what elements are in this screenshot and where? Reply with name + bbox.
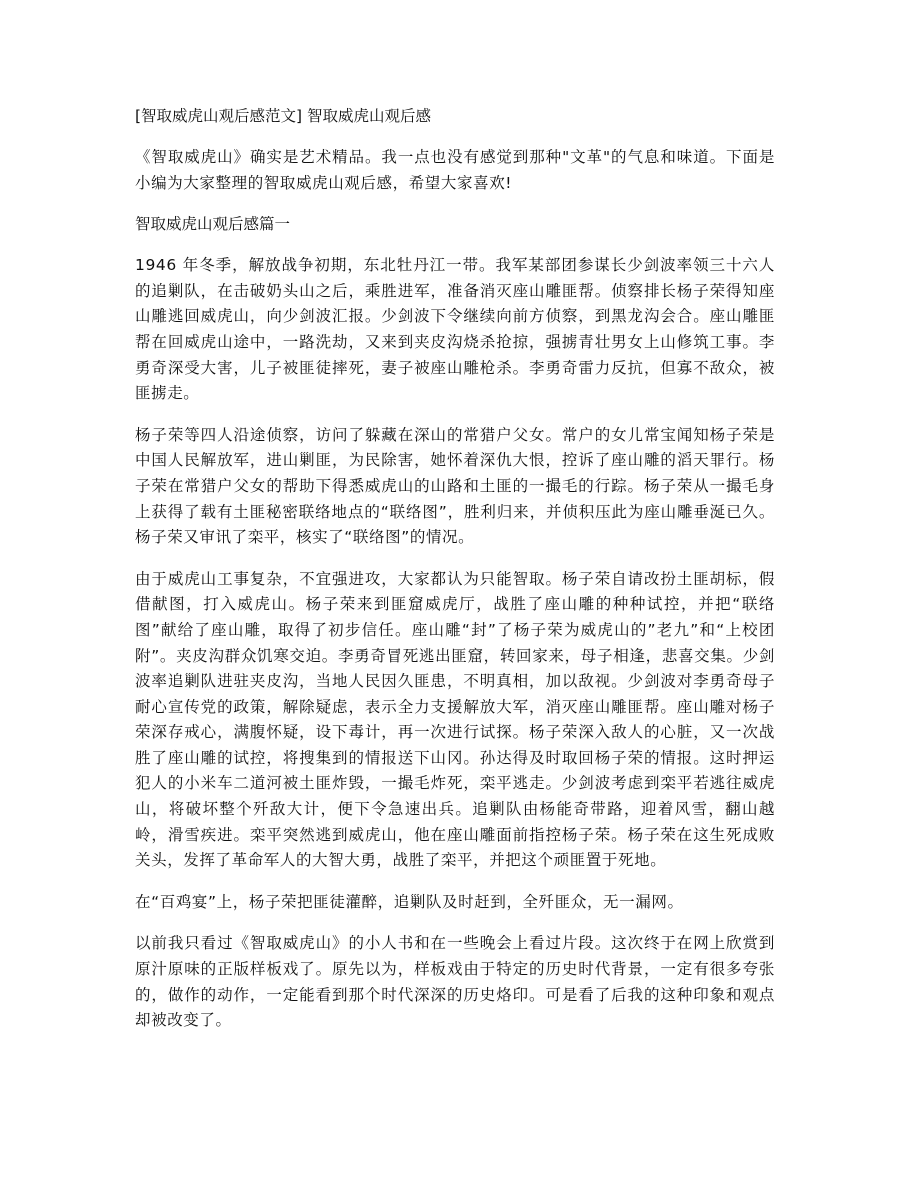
body-paragraph-1: 1946 年冬季，解放战争初期，东北牡丹江一带。我军某部团参谋长少剑波率领三十六人的追剿队，在击破奶头山之后，乘胜进军，准备消灭座山雕匪帮。侦察排长杨子荣得知座山雕逃回威虎山，向少剑波汇报。少剑波下令继续向前方侦察，到黑龙沟会合。座山雕匪帮在回威虎山途中，一路洗劫，又来到夹皮沟烧杀抢掠，强掳青壮男女上山修筑工事。李勇奇深受大害，儿子被匪徒摔死，妻子被座山雕枪杀。李勇奇雷力反抗，但寡不敌众，被匪掳走。 (135, 256, 775, 403)
body-paragraph-4: 在“百鸡宴”上，杨子荣把匪徒灌醉，追剿队及时赶到，全歼匪众，无一漏网。 (135, 892, 684, 911)
section-heading: 智取威虎山观后感篇一 (135, 215, 291, 234)
document-title: [智取威虎山观后感范文] 智取威虎山观后感 (135, 107, 432, 125)
body-paragraph-2: 杨子荣等四人沿途侦察，访问了躲藏在深山的常猎户父女。常户的女儿常宝闻知杨子荣是中国人民解放军，进山剿匪，为民除害，她怀着深仇大恨，控诉了座山雕的滔天罪行。杨子荣在常猎户父女的帮助下得悉威虎山的山路和土匪的一撮毛的行踪。杨子荣从一撮毛身上获得了载有土匪秘密联络地点的“联络图”，胜利归来，并侦积压此为座山雕垂涎已久。杨子荣又审讯了栾平，核实了“联络图”的情况。 (135, 425, 775, 547)
body-paragraph-5: 以前我只看过《智取威虎山》的小人书和在一些晚会上看过片段。这次终于在网上欣赏到原汁原味的正版样板戏了。原先以为，样板戏由于特定的历史时代背景，一定有很多夸张的，做作的动作，一定能看到那个时代深深的历史烙印。可是看了后我的这种印象和观点却被改变了。 (135, 934, 775, 1030)
body-paragraph-3: 由于威虎山工事复杂，不宜强进攻，大家都认为只能智取。杨子荣自请改扮土匪胡标，假借献图，打入威虎山。杨子荣来到匪窟威虎厅，战胜了座山雕的种种试控，并把“联络图”献给了座山雕，取得了初步信任。座山雕“封”了杨子荣为威虎山的”老九”和“上校团附”。夹皮沟群众饥寒交迫。李勇奇冒死逃出匪窟，转回家来，母子相逢，悲喜交集。少剑波率追剿队进驻夹皮沟，当地人民因久匪患，不明真相，加以敌视。少剑波对李勇奇母子耐心宣传党的政策，解除疑虑，表示全力支援解放大军，消灭座山雕匪帮。座山雕对杨子荣深存戒心，满腹怀疑，设下毒计，再一次进行试探。杨子荣深入敌人的心脏，又一次战胜了座山雕的试控，将搜集到的情报送下山冈。孙达得及时取回杨子荣的情报。这时押运犯人的小米车二道河被土匪炸毁，一撮毛炸死，栾平逃走。少剑波考虑到栾平若逃往威虎山，将破坏整个歼敌大计，便下令急速出兵。追剿队由杨能奇带路，迎着风雪，翻山越岭，滑雪疾进。栾平突然逃到威虎山，他在座山雕面前指控杨子荣。杨子荣在这生死成败关头，发挥了革命军人的大智大勇，战胜了栾平，并把这个顽匪置于死地。 (135, 569, 775, 870)
intro-paragraph: 《智取威虎山》确实是艺术精品。我一点也没有感觉到那种"文革"的气息和味道。下面是小编为大家整理的智取威虎山观后感，希望大家喜欢! (135, 148, 775, 192)
document-page (135, 104, 775, 1050)
